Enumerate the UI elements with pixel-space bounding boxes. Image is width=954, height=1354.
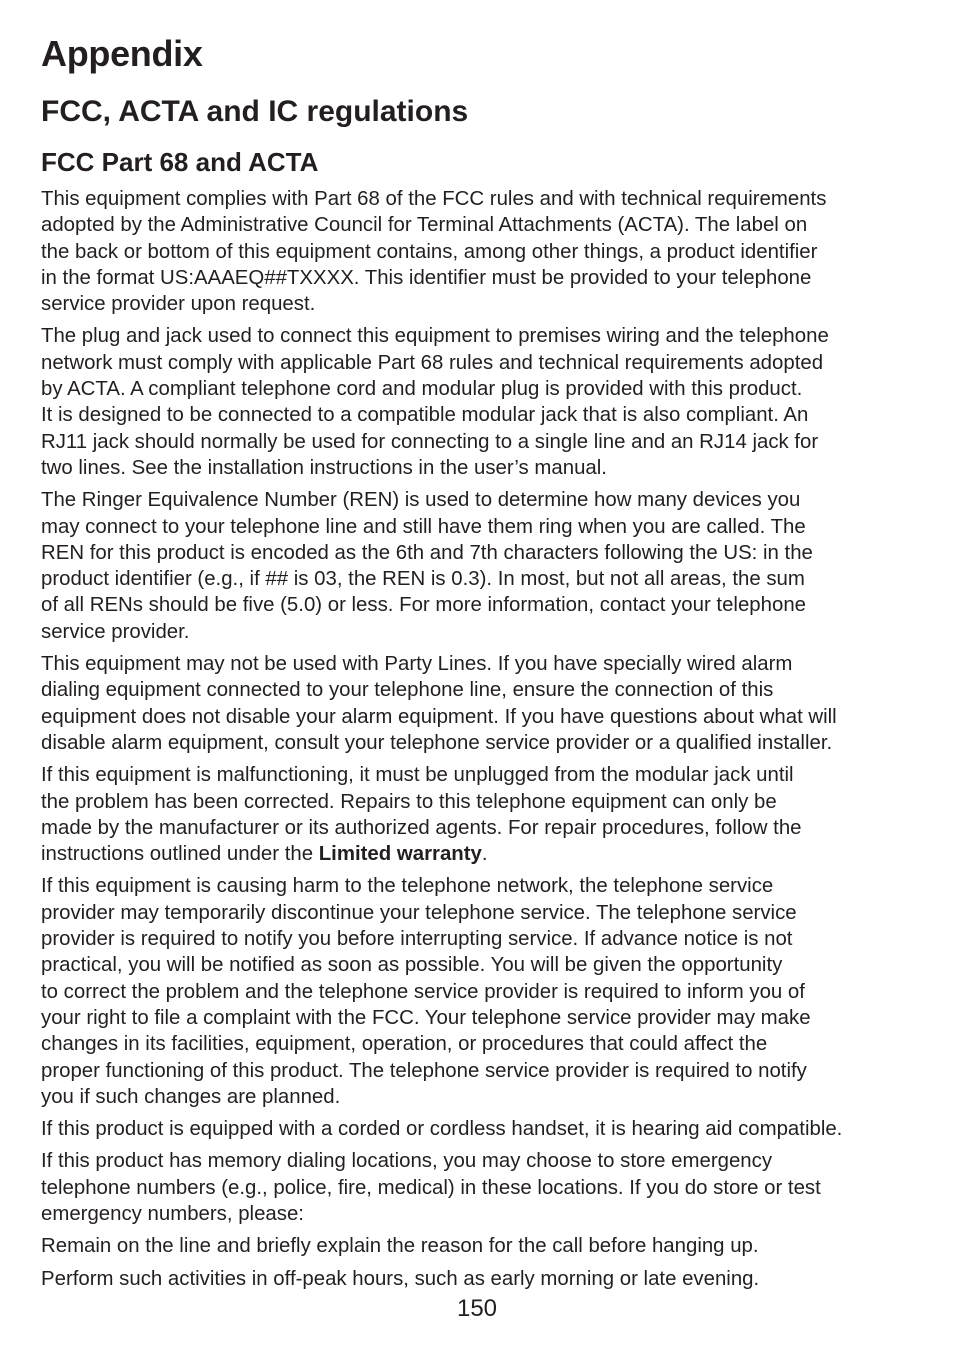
text-line: your right to file a complaint with the FCC. Your telephone service provider may make: [41, 1006, 811, 1029]
text-line: product identifier (e.g., if ## is 03, the REN is 0.3). In most, but not all areas, the sum: [41, 568, 805, 591]
text-line: disable alarm equipment, consult your telephone service provider or a qualified installer.: [41, 731, 833, 754]
text-line: dialing equipment connected to your telephone line, ensure the connection of this: [41, 679, 774, 702]
page-title: Appendix: [41, 33, 203, 74]
text-line: may connect to your telephone line and still have them ring when you are called. The: [41, 515, 806, 538]
text-line: equipment does not disable your alarm equipment. If you have questions about what will: [41, 705, 837, 728]
text-line: provider is required to notify you before interrupting service. If advance notice is not: [41, 928, 793, 951]
text-line: two lines. See the installation instructions in the user’s manual.: [41, 456, 607, 479]
text-line: service provider upon request.: [41, 293, 316, 316]
body-text: [41, 186, 921, 1298]
paragraph-ren: [41, 487, 921, 645]
text-line: If this equipment is causing harm to the telephone network, the telephone service: [41, 875, 774, 898]
text-line: It is designed to be connected to a compatible modular jack that is also compliant. An: [41, 404, 809, 427]
warranty-prefix: instructions outlined under the: [41, 843, 319, 866]
text-line: provider may temporarily discontinue your telephone service. The telephone service: [41, 901, 797, 924]
page-number: 150: [456, 1295, 498, 1322]
text-line: the problem has been corrected. Repairs to this telephone equipment can only be: [41, 790, 777, 813]
text-line: of all RENs should be five (5.0) or less. For more information, contact your telephone: [41, 594, 807, 617]
text-line: telephone numbers (e.g., police, fire, medical) in these locations. If you do store or test: [41, 1176, 821, 1199]
text-line: Remain on the line and briefly explain the reason for the call before hanging up.: [41, 1235, 759, 1258]
text-line: Perform such activities in off-peak hours, such as early morning or late evening.: [41, 1267, 760, 1290]
text-line: The plug and jack used to connect this equipment to premises wiring and the telephone: [41, 325, 829, 348]
paragraph-remain-on-line: [41, 1233, 921, 1259]
text-line: emergency numbers, please:: [41, 1202, 304, 1225]
text-line: The Ringer Equivalence Number (REN) is used to determine how many devices you: [41, 489, 801, 512]
paragraph-compliance: [41, 186, 921, 317]
paragraph-plug-jack: [41, 323, 921, 481]
text-line: RJ11 jack should normally be used for connecting to a single line and an RJ14 jack for: [41, 430, 819, 453]
paragraph-malfunction: [41, 762, 921, 867]
subsection-heading: FCC Part 68 and ACTA: [41, 147, 319, 177]
text-line: practical, you will be notified as soon as possible. You will be given the opportunity: [41, 954, 783, 977]
text-line: made by the manufacturer or its authorized agents. For repair procedures, follow the: [41, 816, 802, 839]
text-line: you if such changes are planned.: [41, 1085, 341, 1108]
paragraph-party-lines: [41, 651, 921, 756]
text-line: to correct the problem and the telephone service provider is required to inform you of: [41, 980, 805, 1003]
text-line: by ACTA. A compliant telephone cord and modular plug is provided with this product.: [41, 378, 803, 401]
text-line: adopted by the Administrative Council for Terminal Attachments (ACTA). The label on: [41, 214, 808, 237]
paragraph-network-harm: [41, 873, 921, 1110]
paragraph-hearing-aid: [41, 1116, 921, 1142]
text-line: network must comply with applicable Part 68 rules and technical requirements adopted: [41, 351, 824, 374]
warranty-suffix: .: [481, 843, 488, 866]
paragraph-memory-dialing: [41, 1148, 921, 1227]
text-line: proper functioning of this product. The telephone service provider is required to notify: [41, 1059, 807, 1082]
text-line: If this product is equipped with a corded or cordless handset, it is hearing aid compatible.: [41, 1118, 843, 1141]
text-line: [41, 841, 921, 867]
text-line: in the format US:AAAEQ##TXXXX. This identifier must be provided to your telephone: [41, 266, 812, 289]
text-line: If this equipment is malfunctioning, it must be unplugged from the modular jack until: [41, 764, 794, 787]
limited-warranty-reference: Limited warranty: [318, 843, 482, 866]
text-line: service provider.: [41, 620, 190, 643]
text-line: This equipment complies with Part 68 of the FCC rules and with technical requirements: [41, 188, 827, 210]
text-line: REN for this product is encoded as the 6th and 7th characters following the US: in the: [41, 541, 813, 564]
paragraph-off-peak: [41, 1266, 921, 1292]
section-heading: FCC, ACTA and IC regulations: [41, 95, 469, 128]
text-line: the back or bottom of this equipment contains, among other things, a product identifier: [41, 240, 818, 263]
text-line: If this product has memory dialing locations, you may choose to store emergency: [41, 1150, 773, 1173]
text-line: changes in its facilities, equipment, operation, or procedures that could affect the: [41, 1033, 768, 1056]
text-line: This equipment may not be used with Party Lines. If you have specially wired alarm: [41, 653, 793, 676]
